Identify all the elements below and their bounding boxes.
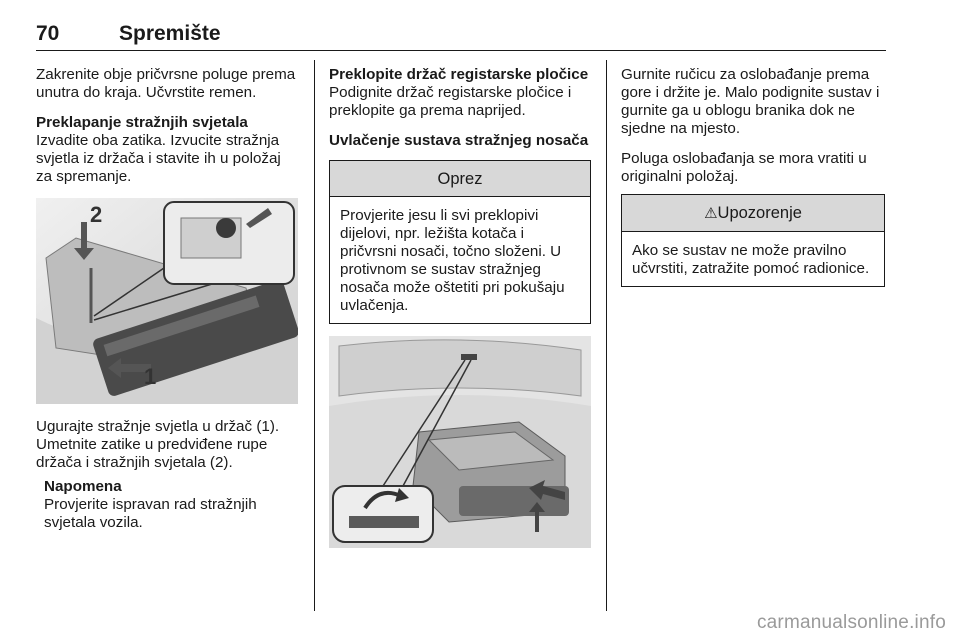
warning-title: Upozorenje: [717, 204, 802, 222]
paragraph: Poluga oslobađanja se mora vratiti u originalni položaj.: [621, 150, 867, 185]
paragraph: Gurnite ručicu za oslobađanje prema gore i držite je. Malo podignite sustav i gurnite ga u oblogu branika dok ne sjedne na mjesto.: [621, 66, 880, 137]
section-heading: Uvlačenje sustava stražnjeg nosača: [329, 132, 589, 149]
column-1: [36, 66, 300, 532]
caution-text: Provjerite jesu li svi preklopivi dijelovi, npr. ležišta kotača i pričvrsni nosači, točno složeni. U protivnom se sustav stražnjeg nosača može oštetiti pri pokušaju uvlačenja.: [340, 207, 565, 314]
illustration-taillights: [36, 198, 298, 404]
caution-title: Oprez: [330, 161, 590, 197]
column-divider-1: [314, 60, 315, 611]
header-rule: [36, 50, 886, 51]
page-number: 70: [36, 22, 60, 45]
note-text: Provjerite ispravan rad stražnjih svjetala vozila.: [44, 496, 257, 531]
section-heading: Preklopite držač registarske pločice: [329, 66, 589, 83]
warning-text: Ako se sustav ne može pravilno učvrstiti, zatražite pomoć radionice.: [632, 242, 870, 277]
watermark: carmanualsonline.info: [756, 612, 946, 633]
column-divider-2: [606, 60, 607, 611]
column-2: [329, 66, 591, 562]
paragraph: Podignite držač registarske pločice i preklopite ga prema naprijed.: [329, 84, 572, 119]
illustration-rear-carrier: [329, 336, 591, 548]
paragraph: Zakrenite obje pričvrsne poluge prema unutra do kraja. Učvrstite remen.: [36, 66, 296, 101]
column-3: [621, 66, 885, 287]
caution-box: [329, 160, 591, 324]
note-title: Napomena: [44, 478, 122, 495]
warning-triangle-icon: ⚠: [704, 205, 718, 222]
warning-header: [622, 195, 884, 232]
chapter-title: Spremište: [119, 22, 221, 45]
warning-box: [621, 194, 885, 287]
paragraph: Izvadite oba zatika. Izvucite stražnja svjetla iz držača i stavite ih u položaj za spremanje.: [36, 132, 281, 185]
paragraph: Ugurajte stražnje svjetla u držač (1). Umetnite zatike u predviđene rupe držača i stražnjih svjetala (2).: [36, 418, 280, 471]
callout-label-1: 1: [144, 364, 157, 389]
section-heading: Preklapanje stražnjih svjetala: [36, 114, 248, 131]
callout-label-2: 2: [90, 202, 103, 227]
